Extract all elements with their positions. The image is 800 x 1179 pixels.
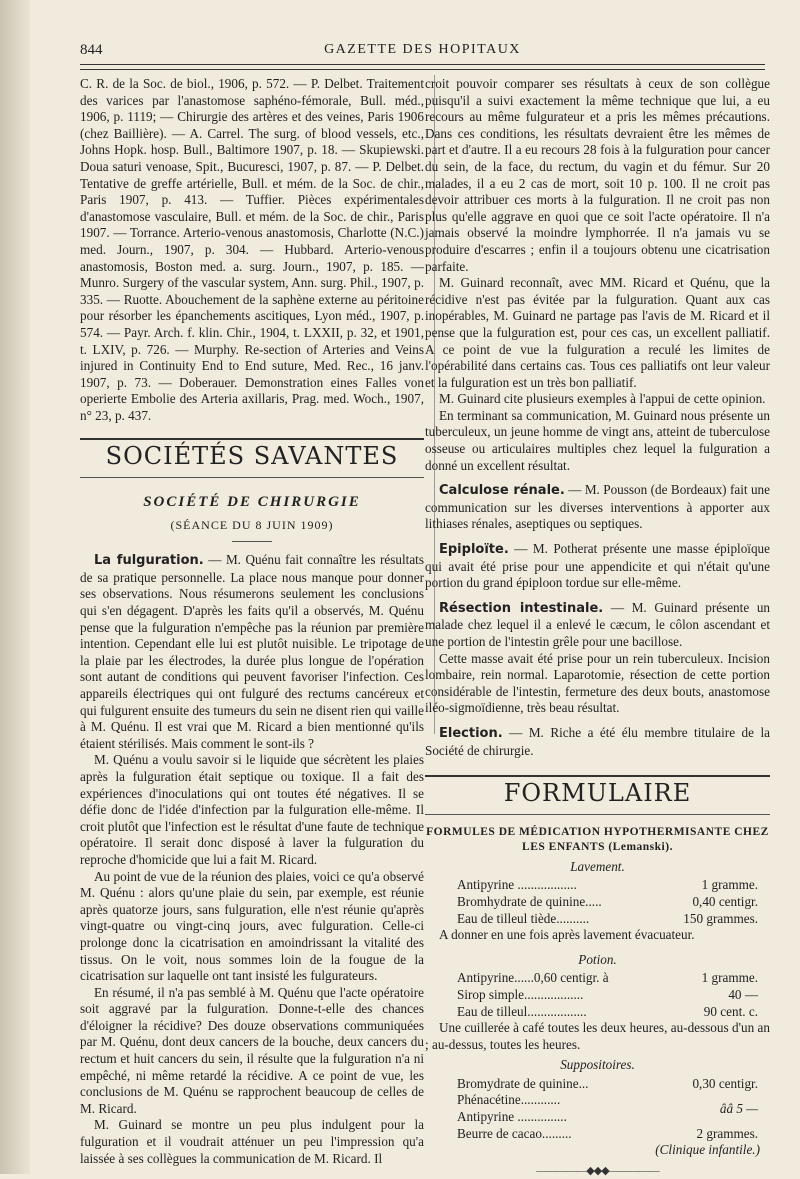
rx-qty: 1 gramme. <box>701 877 758 893</box>
rx-line <box>425 911 770 928</box>
left-column <box>80 76 424 1167</box>
rx-qty: 0,40 centigr. <box>692 893 758 909</box>
rx-item: Phénacétine............ <box>457 1092 561 1108</box>
formulaire-subtitle: FORMULES DE MÉDICATION HYPOTHERMISANTE CHEZ LES ENFANTS (Lemanski). <box>426 825 769 853</box>
rx-qty: 150 grammes. <box>683 910 758 926</box>
rx-line <box>425 987 770 1004</box>
text-election: — M. Riche a été élu membre titulaire de la Société de chirurgie. <box>425 724 770 758</box>
page-binding-shadow <box>0 0 30 1174</box>
end-ornament: —————◆◆◆————— <box>536 1164 659 1177</box>
bibliography-references: C. R. de la Soc. de biol., 1906, p. 572. — P. Delbet. Traitement des varices par l'anastomose saphéno-fémorale, Bull. méd., 1906, p. 1119; — Chirurgie des artères et des veines, Paris 1906 (chez Baillière). — A. Carrel. The surg. of blood vessels, etc., Johns Hopk. hosp. Bull., Baltimore 1907, p. 18. — Skupiewski. Doua saturi venoase, Spit., Bucuresci, 1907, p. 87. — P. Delbet. Tentative de greffe artérielle, Bull. et mém. de la Soc. de chir., Paris 1907, p. 413. — Tuffier. Pièces expérimentales d'anastomose vasculaire, Bull. et mém. de la Soc. de chir., Paris 1907. — Torrance. Arterio-venous anastomosis, Charlotte (N.C.) med. Journ., 1907, p. 304. — Hubbard. Arterio-venous anastomosis, Boston med. a. surg. Journ., 1907, p. 185. — Munro. Surgery of the vascular system, Ann. surg. Phil., 1907, p. 335. — Ruotte. Abouchement de la saphène externe au péritoine pour résorber les épanchements ascitiques, Lyon méd., 1907, p. 574. — Payr. Arch. f. klin. Chir., 1904, t. LXXII, p. 32, et 1901, t. LXIV, p. 726. — Murphy. Re-section of Arteries and Veins injured in Continuity End to End suture, Med. Rec., 16 janv. 1907, p. 73. — Doberauer. Demonstration eines Falles von operierte Embolie des Arteria axillaris, Prag. med. Woch., 1907, n° 23, p. 437. <box>80 76 424 423</box>
rx-qty: 40 — <box>728 986 758 1002</box>
page <box>60 0 775 1177</box>
section-rule-bottom <box>80 477 424 478</box>
heading-lavement: Lavement. <box>570 858 625 874</box>
formulaire-rule-bottom <box>425 814 770 815</box>
lead-calculose: Calculose rénale. <box>439 483 565 499</box>
running-title: GAZETTE DES HOPITAUX <box>324 42 521 57</box>
formulaire-rule-top <box>425 775 770 777</box>
paragraph-calculose <box>425 482 770 533</box>
rx-line <box>425 877 770 894</box>
paragraph-resection <box>425 600 770 651</box>
paragraph-quenu-liquide: M. Quénu a voulu savoir si le liquide que sécrètent les plaies après la fulguration était septique ou toxique. Il a fait des expériences d'inoculations qui ont toutes été négatives. Il se défie donc de l'idée d'infection par la fulguration elle-même. Il croit plutôt que l'infection est le résultat d'une faute de technique opératoire. Il serait donc disposé à laver la fulguration du reproche d'homicide que lui a fait M. Ricard. <box>80 752 424 867</box>
page-number: 844 <box>80 42 103 58</box>
paragraph-guinard-recidive: M. Guinard reconnaît, avec MM. Ricard et Quénu, que la récidive n'est pas évitée par la fulguration. Quant aux cas inopérables, M. Guinard ne partage pas l'avis de M. Ricard et il pense que la fulguration est, pour ces cas, un excellent palliatif. A ce point de vue la fulguration a reculé les limites de l'opérabilité dans certains cas. Tous ces palliatifs ont leur valeur et la fulguration est un très bon palliatif. <box>425 275 770 390</box>
lavement-instructions: A donner en une fois après lavement évacuateur. <box>439 927 695 943</box>
source-attribution: (Clinique infantile.) <box>655 1142 760 1158</box>
section-title-formulaire: FORMULAIRE <box>503 779 692 808</box>
rx-item: Bromydrate de quinine... <box>457 1075 589 1091</box>
rx-group <box>457 1092 567 1125</box>
rx-item: Beurre de cacao......... <box>457 1125 572 1141</box>
rx-line <box>425 1126 770 1143</box>
paragraph-election <box>425 725 770 759</box>
right-column <box>425 76 770 1179</box>
rx-item: Bromhydrate de quinine..... <box>457 893 602 909</box>
text-resection: — M. Guinard présente un malade chez lequel il a enlevé le cæcum, le côlon ascendant et une portion de l'intestin grêle pour une bacillose. <box>425 599 771 649</box>
seance-date: (SÉANCE DU 8 JUIN 1909) <box>170 517 334 532</box>
rx-item: Sirop simple.................. <box>457 986 584 1002</box>
text-fulguration-1: — M. Quénu fait connaître les résultats de sa pratique personnelle. La place nous manque pour donner ses observations. Nous résumerons seulement les conclusions qui s'en dégagent. D'après les faits qu'il a observés, M. Quénu pense que la fulguration n'empêche pas la réunion par première intention. Cependant elle lui est plutôt nuisible. Le tripotage de la plaie par les électrodes, la durée plus longue de l'opération sont autant de conditions qui peuvent favoriser l'infection. Ces appareils électriques qui ont fulguré des rectums cancéreux et qui fulgurent ensuite des tumeurs du sein ne disent rien qui vaille à M. Quénu. Il est vrai que M. Ricard a bien mentionné qu'ils étaient stérilisés. Mais comment le sont-ils ? <box>80 552 424 751</box>
section-rule-top <box>80 438 424 440</box>
paragraph-resume: En résumé, il n'a pas semblé à M. Quénu que l'acte opératoire soit aggravé par la fulguration. Donne-t-elle des chances d'éloigner la récidive? Des douze observations communiquées par M. Quénu, dont deux cancers de la bouche, deux cancers du rectum et huit cancers du sein, il résulte que la fulguration n'a ni empêché, ni même retardé la récidive. A ce point de vue, les conclusions de M. Quénu se rapprochent beaucoup de celles de M. Ricard. <box>80 984 424 1116</box>
paragraph-guinard-intro: M. Guinard se montre un peu plus indulgent pour la fulguration et il voudrait atténuer un peu l'impression qu'a laissée à ses collègues la communication de M. Ricard. Il <box>80 1117 424 1166</box>
lead-fulguration: La fulguration. <box>94 553 204 569</box>
paragraph-guinard-exemples: M. Guinard cite plusieurs exemples à l'appui de cette opinion. <box>439 391 766 407</box>
rx-line <box>425 970 770 987</box>
society-heading: SOCIÉTÉ DE CHIRURGIE <box>143 494 361 511</box>
rx-qty: ââ 5 — <box>719 1100 758 1116</box>
rx-line <box>425 1076 770 1093</box>
lead-epiploite: Epiploïte. <box>439 542 509 558</box>
lead-election: Election. <box>439 725 503 741</box>
short-divider <box>232 541 272 542</box>
potion-instructions: Une cuillerée à café toutes les deux heures, au-dessous d'un an ; au-dessus, toutes les heures. <box>425 1020 770 1052</box>
paragraph-fulguration <box>80 552 424 752</box>
rx-qty: 90 cent. c. <box>703 1003 758 1019</box>
paragraph-epiploite <box>425 541 770 592</box>
rx-item: Antipyrine......0,60 centigr. à <box>457 970 609 986</box>
page-header <box>80 36 765 60</box>
paragraph-guinard-terminant: En terminant sa communication, M. Guinard nous présente un tuberculeux, un jeune homme de vingt ans, atteint de tuberculose osseuse ou articulaires multiples chez lequel la fulguration a donné un excellent résultat. <box>425 407 770 473</box>
paragraph-reunion-plaies: Au point de vue de la réunion des plaies, voici ce qu'a observé M. Quénu : alors qu'une plaie du sein, par exemple, est réunie après quatorze jours, sans fulguration, elle n'est réunie qu'après vingt-quatre ou vingt-cinq jours, avec fulguration. Celle-ci prolonge donc la cicatrisation en amoindrissant la vitalité des tissus. On le voit, nous sommes loin de la fougue de la cicatrisation sur laquelle ont tant insisté les fulgurateurs. <box>80 868 424 984</box>
rx-item: Antipyrine ............... <box>457 1109 567 1125</box>
rx-line-grouped <box>425 1092 770 1125</box>
paragraph-guinard-results: croit pouvoir comparer ses résultats à ceux de son collègue puisqu'il a suivi exactement la même technique que lui, a eu recours au même fulgurateur et a pris les mêmes précautions. Dans ces conditions, les résultats devraient être les mêmes de part et d'autre. Il a eu recours 28 fois à la fulguration pour cancer du sein, de la face, du rectum, du vagin et du fémur. Sur 20 malades, il a eu 2 cas de mort, soit 10 p. 100. Il ne croit pas devoir attribuer ces morts à la fulguration. Il ne croit pas non plus qu'elle aggrave en quoi que ce soit l'acte opératoire. Il n'a jamais observé la moindre lymphorrée. Il n'a jamais vu se produire d'escarres ; enfin il a toujours obtenu une cicatrisation parfaite. <box>425 76 770 274</box>
rx-item: Eau de tilleul.................. <box>457 1003 587 1019</box>
rx-qty: 1 gramme. <box>701 970 758 986</box>
rx-item: Antipyrine .................. <box>457 877 577 893</box>
rx-item: Eau de tilleul tiède.......... <box>457 910 590 926</box>
heading-potion: Potion. <box>578 951 617 967</box>
text-epiploite: — M. Potherat présente une masse épiploïque qui avait été prise pour une appendicite et qui n'était qu'une portion du grand épiploon tordue sur elle-même. <box>425 541 770 591</box>
rx-line <box>425 1004 770 1021</box>
rx-qty: 0,30 centigr. <box>692 1075 758 1091</box>
lead-resection: Résection intestinale. <box>439 600 604 616</box>
header-rule <box>80 64 765 70</box>
rx-qty: 2 grammes. <box>696 1125 758 1141</box>
text-calculose: — M. Pousson (de Bordeaux) fait une communication sur les diverses interventions à apporter aux lithiases rénales, aseptiques ou septiques. <box>425 482 771 532</box>
section-title-societes: SOCIÉTÉS SAVANTES <box>105 442 399 471</box>
heading-suppositoires: Suppositoires. <box>560 1057 635 1073</box>
paragraph-resection-2: Cette masse avait été prise pour un rein tuberculeux. Incision lombaire, rein normal. Laparotomie, résection de cette portion considérable de l'intestin, fermeture des deux bouts, anastomose iléo-sigmoïdienne, très beau résultat. <box>425 650 770 716</box>
rx-line <box>425 894 770 911</box>
